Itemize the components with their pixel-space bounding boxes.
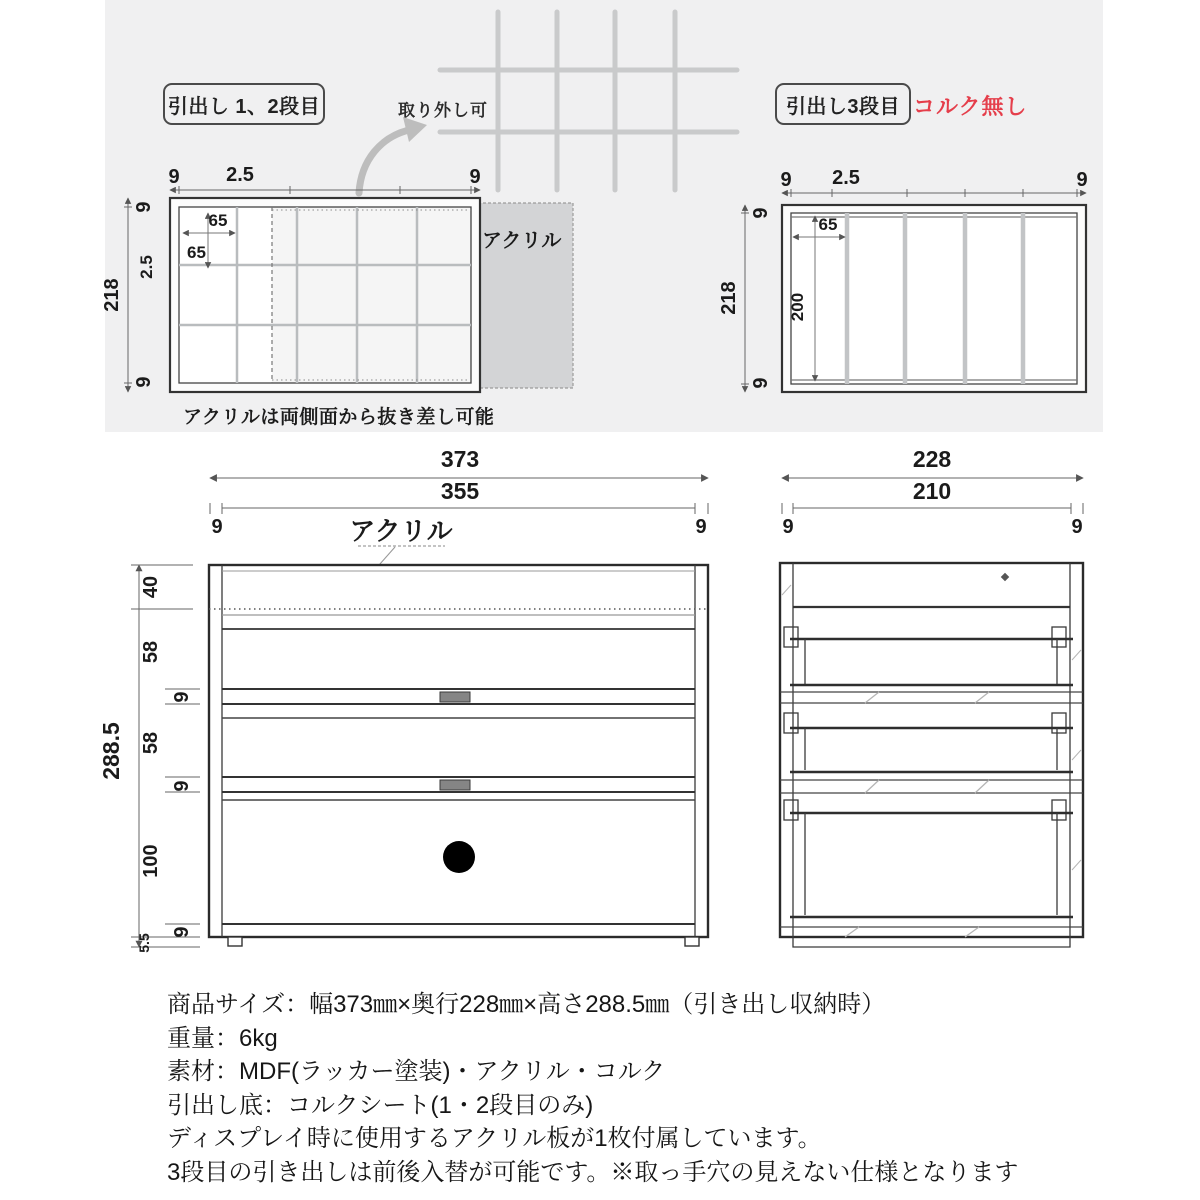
left-dim-line [741, 205, 749, 392]
drawer-1-2-label: 引出し 1、2段目 [167, 95, 321, 118]
dim-9-left-top: 9 [750, 207, 772, 219]
dim-9-c: 9 [171, 926, 193, 938]
dim-65-row: 65 [187, 243, 206, 262]
no-cork-badge: コルク無し [913, 94, 1028, 119]
dim-9-a: 9 [171, 691, 193, 703]
dim-9-top-left: 9 [168, 166, 180, 188]
drawer2-handle [440, 780, 470, 790]
spec-line-drawer3: 3段目の引き出しは前後入替が可能です。※取っ手穴の見えない仕様となります [167, 1158, 1019, 1186]
spec-line-size: 商品サイズ：幅373㎜×奥行228㎜×高さ288.5㎜（引き出し収納時） [167, 991, 886, 1018]
dim-65-col: 65 [818, 215, 838, 234]
drawer-1-2-label-box [163, 83, 325, 125]
side-view [735, 445, 1120, 965]
feet [228, 937, 699, 946]
dim-2.5-top: 2.5 [226, 164, 254, 186]
drawer-inner-outline [791, 213, 1077, 384]
dim-9-left-bottom: 9 [133, 376, 155, 388]
dim-2.5-left: 2.5 [137, 255, 156, 279]
dim-355-width: 355 [440, 478, 480, 504]
acrylic-overlap-shade [272, 207, 471, 383]
dim-228-depth: 228 [912, 446, 952, 472]
top-view-drawer-1-2 [100, 150, 600, 400]
dim-100: 100 [140, 844, 162, 878]
left-dim-line [124, 198, 132, 392]
dim-58-a: 58 [140, 640, 162, 664]
dim-9-wall-right: 9 [695, 516, 707, 538]
acrylic-caption: アクリルは両側面から抜き差し可能 [183, 407, 495, 428]
dim-40: 40 [140, 575, 162, 599]
dim-58-b: 58 [140, 731, 162, 755]
base-foot [793, 937, 1070, 947]
dim-2.5-top: 2.5 [832, 167, 860, 189]
dim-218-left: 218 [718, 281, 740, 315]
dim-218-left: 218 [101, 278, 123, 312]
product-specs [167, 988, 1087, 1189]
spec-line-material: 素材：MDF(ラッカー塗装)・アクリル・コルク [167, 1058, 666, 1085]
dim-9-wall-right: 9 [1071, 516, 1083, 538]
spec-line-bottom: 引出し底：コルクシート(1・2段目のみ) [167, 1091, 594, 1119]
dim-5.5-feet: 5.5 [136, 933, 152, 953]
cabinet-outline [209, 565, 708, 937]
drawer-3-label-box [775, 83, 911, 125]
drawer-3-label: 引出し3段目 [785, 95, 901, 118]
dim-65-col: 65 [208, 211, 228, 230]
dim-9-wall-left: 9 [211, 516, 223, 538]
dim-288.5-height: 288.5 [98, 722, 124, 780]
dim-200-depth: 200 [788, 292, 807, 322]
top-dim-line [782, 189, 1086, 197]
height-dim-apparatus [131, 565, 200, 947]
top-view-drawer-3 [715, 150, 1120, 400]
dim-9-wall-left: 9 [782, 516, 794, 538]
dim-line-355 [210, 503, 708, 514]
cabinet-outline [780, 563, 1083, 937]
acrylic-label: アクリル [482, 230, 562, 252]
spec-line-acrylic: ディスプレイ時に使用するアクリル板が1枚付属しています。 [167, 1125, 822, 1152]
top-dim-line [170, 186, 480, 194]
removable-note-label: 取り外し可 [398, 101, 488, 120]
dim-9-left-bottom: 9 [750, 377, 772, 389]
dim-9-top-right: 9 [469, 166, 481, 188]
dim-9-left-top: 9 [133, 201, 155, 213]
dim-9-top-left: 9 [780, 169, 792, 191]
spec-line-weight: 重量：6kg [167, 1024, 278, 1052]
dim-line-210 [782, 503, 1083, 514]
dim-373-width: 373 [440, 446, 480, 472]
front-view [95, 445, 740, 965]
acrylic-label: アクリル [349, 516, 453, 546]
drawer1-handle [440, 692, 470, 702]
dim-9-top-right: 9 [1076, 169, 1088, 191]
finger-hole [443, 841, 475, 873]
dim-9-b: 9 [171, 780, 193, 792]
dim-210-depth: 210 [912, 478, 952, 504]
